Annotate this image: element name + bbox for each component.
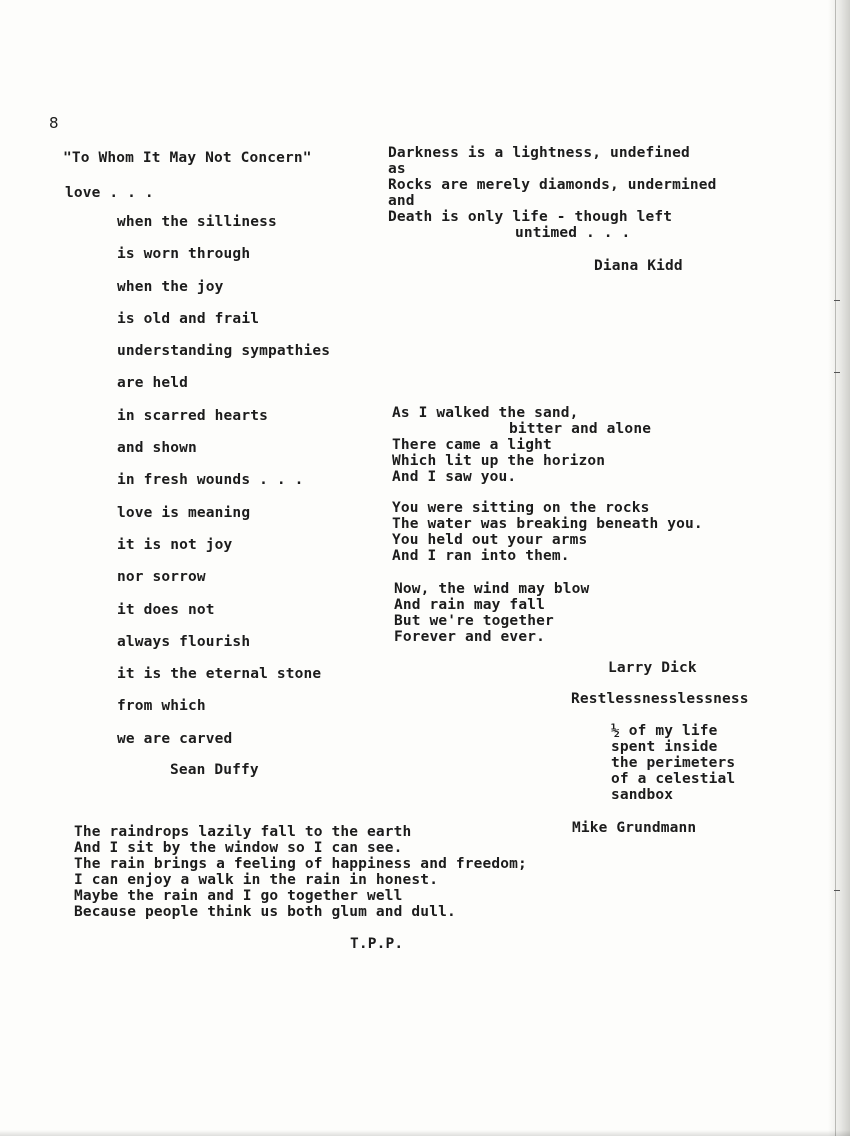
poem-line: as [388,161,406,177]
poem-line: And I sit by the window so I can see. [74,840,403,856]
poem-line: and shown [117,440,197,457]
poem-line: Maybe the rain and I go together well [74,888,403,904]
poem-line: are held [117,375,189,392]
page-shadow [0,1130,850,1136]
poem-line: it does not [117,601,215,618]
poem-line: of a celestial [611,771,736,787]
poem-line: it is not joy [117,536,233,553]
poem-line: when the silliness [117,214,277,230]
poem-line: The raindrops lazily fall to the earth [74,824,412,840]
poem-line: And rain may fall [394,597,545,613]
poem-line: spent inside [611,739,718,755]
poem-author: T.P.P. [350,936,404,952]
poem-line: bitter and alone [509,421,652,437]
poem-line: As I walked the sand, [392,405,579,421]
poem-line: The rain brings a feeling of happiness and freedom; [74,856,527,872]
poem-line: ½ of my life [611,723,718,739]
poem-line: And I ran into them. [392,548,570,564]
poem-line: sandbox [611,787,674,803]
poem-body [611,723,735,803]
poem-title: Restlessnesslessness [571,691,749,707]
poem-line: untimed . . . [515,225,631,241]
poem-title: "To Whom It May Not Concern" [63,150,312,166]
poem-line: it is the eternal stone [117,666,322,683]
page-edge-line [835,0,836,1136]
edge-mark [834,372,840,373]
poem-stanza [394,581,589,645]
poem-line: from which [117,698,206,715]
poem-body [74,824,527,920]
poem-body [388,145,717,241]
page-edge [828,0,850,1136]
poem-line: But we're together [394,613,554,629]
poem-author: Mike Grundmann [572,820,697,836]
poem-line: and [388,193,415,209]
poem-line: in scarred hearts [117,407,268,424]
poem-line: love is meaning [117,504,251,521]
poem-line: And I saw you. [392,469,517,485]
poem-line: There came a light [392,437,552,453]
poem-line: Death is only life - though left [388,209,673,225]
edge-mark [834,890,840,891]
poem-line: You held out your arms [392,532,588,548]
poem-author: Diana Kidd [594,258,683,274]
poem-line: always flourish [117,633,251,650]
poem-line: we are carved [117,730,233,747]
poem-line: Because people think us both glum and dull. [74,904,456,920]
poem-body [117,214,330,763]
poem-author: Sean Duffy [170,762,259,778]
poem-line: You were sitting on the rocks [392,500,650,516]
poem-line: Forever and ever. [394,629,545,645]
poem-stanza [392,405,651,485]
poem-opening: love . . . [65,185,154,201]
poem-line: Darkness is a lightness, undefined [388,145,690,161]
poem-line: Now, the wind may blow [394,581,590,597]
poem-line: nor sorrow [117,569,206,586]
poem-line: understanding sympathies [117,343,331,360]
poem-stanza [392,500,703,564]
poem-line: I can enjoy a walk in the rain in honest. [74,872,439,888]
poem-line: the perimeters [611,755,736,771]
poem-line: Rocks are merely diamonds, undermined [388,177,717,193]
poem-line: is old and frail [117,310,260,327]
poem-author: Larry Dick [608,660,697,676]
poem-line: is worn through [117,246,251,263]
page-number: 8 [49,114,59,132]
poem-line: The water was breaking beneath you. [392,516,703,532]
poem-line: when the joy [117,278,224,295]
poem-line: Which lit up the horizon [392,453,606,469]
poem-line: in fresh wounds . . . [117,472,304,489]
edge-mark [834,300,840,301]
